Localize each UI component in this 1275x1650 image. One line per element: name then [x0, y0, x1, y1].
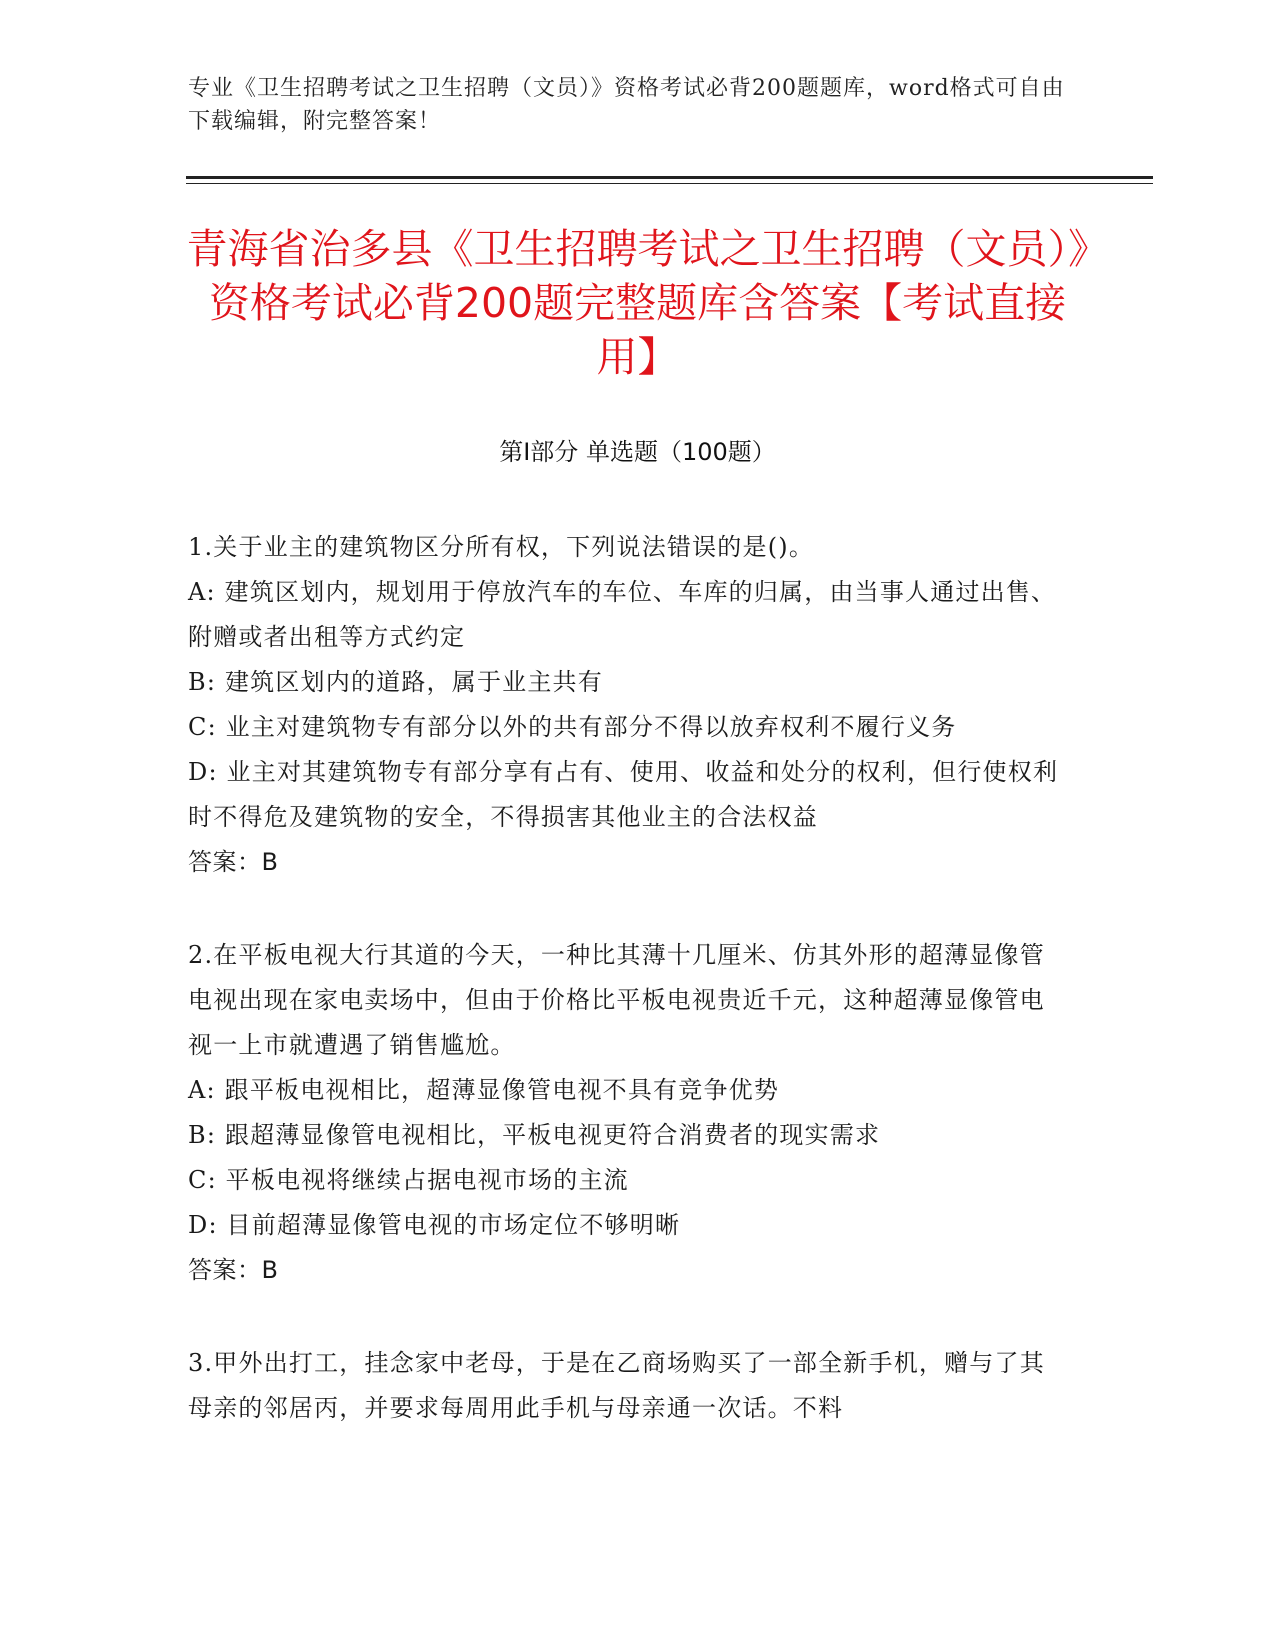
option-c: C: 业主对建筑物专有部分以外的共有部分不得以放弃权利不履行义务 — [188, 713, 957, 741]
option-d: D: 业主对其建筑物专有部分享有占有、使用、收益和处分的权利，但行使权利时不得危及建筑物的安全，不得损害其他业主的合法权益 — [188, 758, 1059, 831]
question-stem: 1.关于业主的建筑物区分所有权，下列说法错误的是()。 — [188, 533, 815, 561]
answer: 答案：B — [188, 848, 279, 876]
question-2 — [188, 933, 1068, 1293]
question-stem: 3.甲外出打工，挂念家中老母，于是在乙商场购买了一部全新手机，赠与了其母亲的邻居丙，并要求每周用此手机与母亲通一次话。不料 — [188, 1349, 1045, 1422]
answer: 答案：B — [188, 1256, 279, 1284]
option-c: C: 平板电视将继续占据电视市场的主流 — [188, 1166, 629, 1194]
question-3 — [188, 1341, 1068, 1431]
document-title: 青海省治多县《卫生招聘考试之卫生招聘（文员）》资格考试必背200题完整题库含答案【考试直接用】 — [186, 225, 1089, 381]
question-list — [188, 525, 1068, 1479]
option-a: A: 建筑区划内，规划用于停放汽车的车位、车库的归属，由当事人通过出售、附赠或者出租等方式约定 — [188, 578, 1057, 651]
option-d: D: 目前超薄显像管电视的市场定位不够明晰 — [188, 1211, 681, 1239]
option-b: B: 跟超薄显像管电视相比，平板电视更符合消费者的现实需求 — [188, 1121, 881, 1149]
header-divider-thin — [186, 183, 1153, 184]
question-1 — [188, 525, 1068, 885]
option-a: A: 跟平板电视相比，超薄显像管电视不具有竞争优势 — [188, 1076, 780, 1104]
header-divider-thick — [186, 176, 1153, 179]
section-title: 第Ⅰ部分 单选题（100题） — [499, 438, 776, 466]
option-b: B: 建筑区划内的道路，属于业主共有 — [188, 668, 603, 696]
header-note: 专业《卫生招聘考试之卫生招聘（文员）》资格考试必背200题题库，word格式可自由下载编辑，附完整答案！ — [188, 76, 1065, 134]
question-stem: 2.在平板电视大行其道的今天，一种比其薄十几厘米、仿其外形的超薄显像管电视出现在家电卖场中，但由于价格比平板电视贵近千元，这种超薄显像管电视一上市就遭遇了销售尴尬。 — [188, 941, 1045, 1059]
